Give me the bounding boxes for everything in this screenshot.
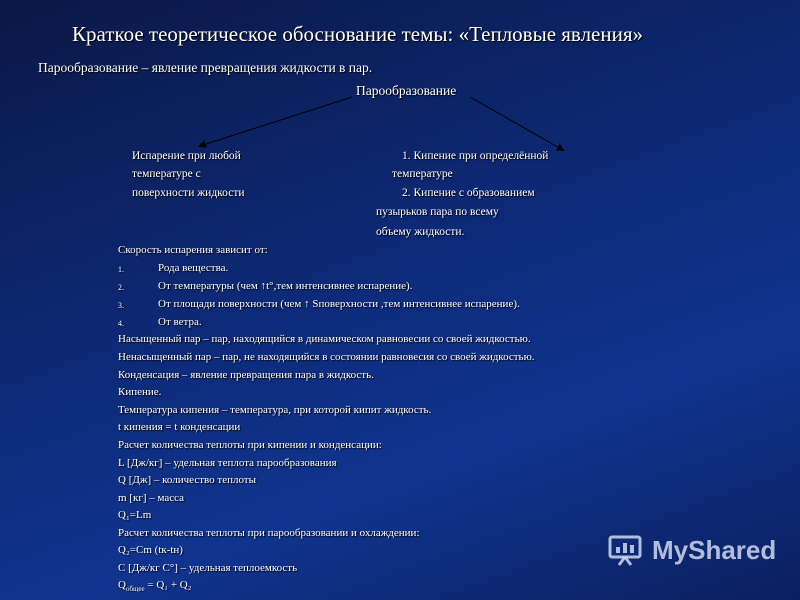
right-branch-line-2: температуре <box>392 168 453 180</box>
text-line: m [кг] – масса <box>118 492 185 504</box>
factor-number: 3. <box>118 301 124 310</box>
text-line: Q₁=Lm <box>118 509 152 521</box>
total-heat-formula <box>118 579 192 593</box>
formula-q: Q <box>118 579 126 591</box>
text-line: Ненасыщенный пар – пар, не находящийся в состоянии равновесия со своей жидкостью. <box>118 351 535 363</box>
watermark <box>608 533 776 567</box>
arrow-left <box>200 97 352 146</box>
text-line: Конденсация – явление превращения пара в жидкость. <box>118 369 374 381</box>
factor-number: 4. <box>118 319 124 328</box>
right-branch-line-4: пузырьков пара по всему <box>376 206 499 218</box>
factor-text: От температуры (чем ↑t°,тем интенсивнее испарение). <box>158 280 413 292</box>
right-branch-line-1: 1. Кипение при определённой <box>402 150 549 162</box>
arrow-right <box>470 97 563 150</box>
text-line: Расчет количества теплоты при парообразовании и охлаждении: <box>118 527 420 539</box>
right-branch-line-3: 2. Кипение с образованием <box>402 187 535 199</box>
text-line: C [Дж/кг С°] – удельная теплоемкость <box>118 562 298 574</box>
factor-number: 2. <box>118 283 124 292</box>
text-line: Кипение. <box>118 386 162 398</box>
intro-definition: Парообразование – явление превращения жидкости в пар. <box>38 60 373 75</box>
text-line: L [Дж/кг] – удельная теплота парообразования <box>118 457 337 469</box>
text-line: t кипения = t конденсации <box>118 421 241 433</box>
formula-rest: = Q₁ + Q₂ <box>144 579 192 591</box>
left-branch-line-3: поверхности жидкости <box>132 187 245 199</box>
presentation-icon <box>608 533 644 567</box>
factor-text: От ветра. <box>158 316 202 328</box>
text-line: Расчет количества теплоты при кипении и конденсации: <box>118 439 382 451</box>
diagram-root-node: Парообразование <box>356 83 457 98</box>
watermark-text: MyShared <box>652 534 777 565</box>
factor-text: Рода вещества. <box>158 262 229 274</box>
right-branch-line-5: объему жидкости. <box>376 226 465 238</box>
speed-heading: Скорость испарения зависит от: <box>118 244 268 256</box>
left-branch-line-2: температуре с <box>132 168 201 180</box>
text-line: Q [Дж] – количество теплоты <box>118 474 257 486</box>
factor-number: 1. <box>118 265 124 274</box>
factor-text: От площади поверхности (чем ↑ Sповерхности ,тем интенсивнее испарение). <box>158 298 520 310</box>
left-branch-line-1: Испарение при любой <box>132 150 241 162</box>
formula-subscript: общее <box>125 585 145 594</box>
text-line: Насыщенный пар – пар, находящийся в динамическом равновесии со своей жидкостью. <box>118 333 531 345</box>
page-title: Краткое теоретическое обоснование темы: «Тепловые явления» <box>72 22 643 46</box>
text-line: Q₂=Cm (tк-tн) <box>118 544 183 556</box>
text-line: Температура кипения – температура, при которой кипит жидкость. <box>118 404 432 416</box>
